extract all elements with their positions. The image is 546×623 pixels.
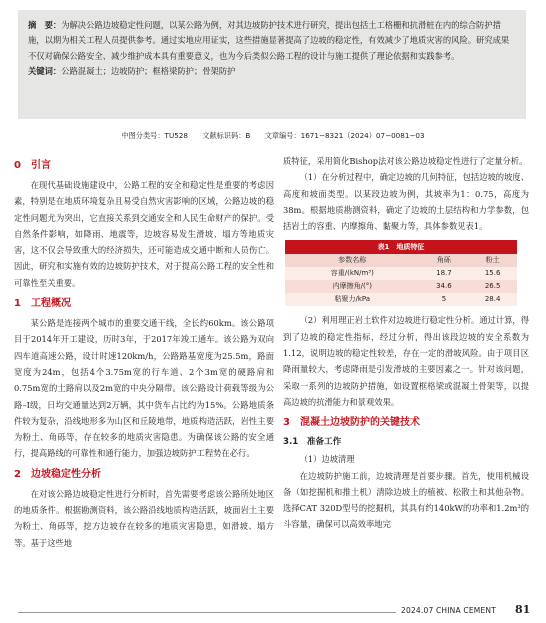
paragraph-slope-clearing: 在边坡防护施工前，边坡清理是首要步骤。首先，使用机械设备（如挖掘机和推土机）清除边坡上的植被、松散土和其他杂物。选择CAT 320D型号的挖掘机，其具有约140kW的功率和1.2m³的斗容量，确保可以高效率地完 [283, 470, 529, 530]
table-cell: 15.6 [468, 267, 517, 280]
table-cell: 粘聚力/kPa [285, 293, 420, 306]
page-footer [0, 603, 546, 621]
subsection-heading-preparation: 3.1 准备工作 [283, 437, 342, 448]
footer-rule [18, 612, 396, 613]
journal-name: 2024.07 CHINA CEMENT [401, 606, 496, 615]
geology-table [285, 240, 517, 306]
page-number: 81 [515, 603, 531, 616]
table-cell: 18.7 [420, 267, 469, 280]
paragraph-introduction: 在现代基础设施建设中，公路工程的安全和稳定性是重要的考虑因素，特别是在地质环境复杂且易受自然灾害影响的区域，公路边坡的稳定性问题尤为突出，它直接关系到交通安全和人民生命财产的保护。受自然条件影响，如降雨、地震等，边坡容易发生滑坡、塌方等地质灾害，这不仅会导致重大的经济损失，还可能造成交通中断和人员伤亡。因此，研究和实施有效的边坡防护技术，对于提高公路工程的安全性和可靠性至关重要。 [14, 180, 274, 288]
table-header-cell: 粉土 [468, 254, 517, 267]
keywords-label: 关键词： [28, 65, 62, 76]
table-cell: 内摩擦角/(°) [285, 280, 420, 293]
table-cell: 容重/(kN/m³) [285, 267, 420, 280]
paragraph-analysis-step-2: （2）利用理正岩土软件对边坡进行稳定性分析。通过计算，得到了边坡的稳定性指标，经过分析，得出该段边坡的安全系数为1.12，说明边坡的稳定性较差，存在一定的滑坡风险。由于项目区降雨量较大，考虑降雨是引发滑坡的主要因素之一。针对该问题，采取一系列的边坡防护措施，如设置框格梁或混凝土骨架等，以提高边坡的抗滑能力和景观效果。 [283, 315, 529, 407]
table-header-cell: 参数名称 [285, 254, 420, 267]
table-caption: 表1 地质特征 [285, 240, 517, 254]
abstract-paragraph [28, 18, 516, 64]
left-column [14, 153, 274, 551]
abstract-text: 为解决公路边坡稳定性问题，以某公路为例，对其边坡防护技术进行研究，提出包括土工格栅和抗滑桩在内的综合防护措施，以期为相关工程人员提供参考。通过实地应用证实，这些措施显著提高了边坡的稳定性，有效减少了地质灾害的风险。研究成果不仅对确保公路安全、减少维护成本具有重要意义，也为今后类似公路工程的设计与施工提供了理论依据和实践参考。 [28, 20, 510, 61]
section-heading-project-overview: 1 工程概况 [14, 298, 71, 310]
keywords-line [28, 64, 516, 79]
table-cell: 28.4 [468, 293, 517, 306]
paragraph-project-overview: 某公路是连接两个城市的重要交通干线，全长约60km。该公路项目于2014年开工建设，历时3年，于2017年竣工通车。该公路为双向四车道高速公路，设计时速120km/h，公路路基宽度为25.5m，路面宽度为24m，包括4个3.75m宽的行车道、2个3m宽的硬路肩和0.75m宽的土路肩以及2m宽的中央分隔带。该公路设计荷载等级为公路–I级，日均交通量达到2万辆，其中货车占比约为15%。公路地质条件较为复杂，沿线地形多为山区和丘陵地带，地质构造活跃，岩性主要为粉土、角砾等，存在较多的地质灾害隐患。为确保该公路的安全通行，提高路线的可靠性和通行能力，加强边坡防护工程势在必行。 [14, 318, 274, 459]
table-cell: 5 [420, 293, 469, 306]
table-row [285, 293, 517, 306]
paragraph-continuation: 质特征，采用简化Bishop法对该公路边坡稳定性进行了定量分析。 [283, 156, 528, 166]
classification-line: 中图分类号：TU528 文献标识码：B 文章编号：1671−8321（2024）07−0081−03 [121, 131, 425, 140]
right-column [283, 153, 529, 533]
keywords-text: 公路混凝土；边坡防护；框格梁防护；骨架防护 [61, 65, 236, 76]
table-row [285, 280, 517, 293]
paragraph-stability-analysis: 在对该公路边坡稳定性进行分析时，首先需要考虑该公路所处地区的地质条件。根据勘测资料，该公路沿线地质构造活跃，坡面岩土主要为粉土、角砾等，挖方边坡存在较多的地质灾害隐患，如滑坡、塌方等。基于这些地 [14, 488, 274, 548]
section-heading-key-techniques: 3 混凝土边坡防护的关键技术 [283, 417, 420, 429]
section-heading-stability-analysis: 2 边坡稳定性分析 [14, 468, 101, 480]
table-header-row [285, 254, 517, 267]
abstract-label: 摘 要： [28, 20, 62, 30]
abstract-box [18, 10, 526, 119]
table-row [285, 267, 517, 280]
table-header-cell: 角砾 [420, 254, 469, 267]
table-cell: 26.5 [468, 280, 517, 293]
subsubsection-heading-slope-clearing: （1）边坡清理 [299, 454, 355, 465]
paragraph-analysis-step-1: （1）在分析过程中，确定边坡的几何特征，包括边坡的坡度、高度和坡面类型。以某段边坡为例，其坡率为1：0.75，高度为38m。根据地质勘测资料，确定了边坡的土层结构和力学参数，包括岩土的容重、内摩擦角、黏聚力等，具体参数见表1。 [283, 172, 529, 232]
table-cell: 34.6 [420, 280, 469, 293]
section-heading-introduction: 0 引言 [14, 160, 51, 171]
